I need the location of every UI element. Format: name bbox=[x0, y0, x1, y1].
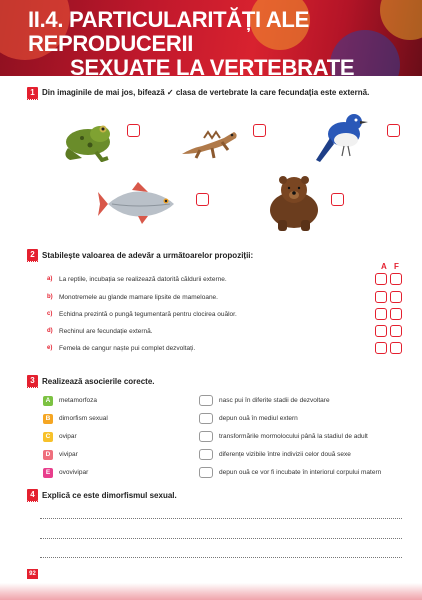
option-text: ovovivipar bbox=[59, 469, 89, 476]
statement-letter: b) bbox=[47, 294, 53, 300]
answer-line[interactable] bbox=[40, 557, 402, 558]
page-title-line1: II.4. PARTICULARITĂȚI ALE REPRODUCERII bbox=[28, 7, 309, 56]
match-text: transformările mormolocului până la stadiul de adult bbox=[219, 433, 368, 440]
option-label-b: B bbox=[43, 414, 53, 424]
option-text: dimorfism sexual bbox=[59, 415, 108, 422]
answer-line[interactable] bbox=[40, 538, 402, 539]
frog-checkbox[interactable] bbox=[127, 124, 140, 137]
true-checkbox[interactable] bbox=[375, 342, 387, 354]
statement-text: Monotremele au glande mamare lipsite de mameloane. bbox=[59, 294, 218, 301]
statement-text: Echidna prezintă o pungă tegumentară pentru clocirea ouălor. bbox=[59, 311, 237, 318]
true-checkbox[interactable] bbox=[375, 291, 387, 303]
answer-line[interactable] bbox=[40, 518, 402, 519]
lizard-checkbox[interactable] bbox=[253, 124, 266, 137]
question-number: 4 bbox=[27, 489, 38, 501]
page-title bbox=[28, 8, 413, 76]
question-text: Realizează asocierile corecte. bbox=[42, 377, 155, 386]
answer-box[interactable] bbox=[199, 413, 213, 424]
fish-checkbox[interactable] bbox=[196, 193, 209, 206]
question-number: 1 bbox=[27, 87, 38, 99]
question-text: Din imaginile de mai jos, bifează ✓ clasa de vertebrate la care fecundația este externă. bbox=[42, 88, 370, 97]
lizard-image bbox=[178, 118, 242, 162]
bird-checkbox[interactable] bbox=[387, 124, 400, 137]
question-text: Explică ce este dimorfismul sexual. bbox=[42, 491, 177, 500]
match-text: depun ouă în mediul extern bbox=[219, 415, 298, 422]
question-text: Stabilește valoarea de adevăr a următoarelor propoziții: bbox=[42, 251, 254, 260]
option-label-a: A bbox=[43, 396, 53, 406]
bird-image bbox=[314, 110, 370, 168]
page-header bbox=[0, 0, 422, 76]
false-checkbox[interactable] bbox=[390, 342, 402, 354]
option-label-d: D bbox=[43, 450, 53, 460]
question-number: 2 bbox=[27, 249, 38, 261]
false-checkbox[interactable] bbox=[390, 325, 402, 337]
bear-checkbox[interactable] bbox=[331, 193, 344, 206]
true-checkbox[interactable] bbox=[375, 325, 387, 337]
true-checkbox[interactable] bbox=[375, 273, 387, 285]
statement-text: La reptile, incubația se realizează datorită căldurii externe. bbox=[59, 276, 227, 283]
statement-letter: e) bbox=[47, 345, 53, 351]
answer-box[interactable] bbox=[199, 395, 213, 406]
option-text: metamorfoza bbox=[59, 397, 97, 404]
answer-box[interactable] bbox=[199, 467, 213, 478]
match-text: diferențe vizibile între indivizii celor două sexe bbox=[219, 451, 351, 458]
false-checkbox[interactable] bbox=[390, 291, 402, 303]
page-title-line2: SEXUATE LA VERTEBRATE bbox=[70, 55, 355, 76]
statement-text: Rechinul are fecundație externă. bbox=[59, 328, 153, 335]
match-text: nasc pui în diferite stadii de dezvoltare bbox=[219, 397, 330, 404]
false-checkbox[interactable] bbox=[390, 273, 402, 285]
column-false-label: F bbox=[394, 262, 399, 271]
false-checkbox[interactable] bbox=[390, 308, 402, 320]
statement-letter: d) bbox=[47, 328, 53, 334]
option-text: vivipar bbox=[59, 451, 78, 458]
match-text: depun ouă ce vor fi incubate în interiorul corpului matern bbox=[219, 469, 382, 476]
bear-image bbox=[262, 172, 326, 232]
frog-image bbox=[60, 118, 118, 162]
true-checkbox[interactable] bbox=[375, 308, 387, 320]
option-text: ovipar bbox=[59, 433, 77, 440]
answer-box[interactable] bbox=[199, 431, 213, 442]
page-footer bbox=[0, 583, 422, 600]
statement-letter: a) bbox=[47, 276, 53, 282]
statement-letter: c) bbox=[47, 311, 53, 317]
question-number: 3 bbox=[27, 375, 38, 387]
column-true-label: A bbox=[381, 262, 387, 271]
option-label-c: C bbox=[43, 432, 53, 442]
answer-box[interactable] bbox=[199, 449, 213, 460]
statement-text: Femela de cangur naște pui complet dezvoltați. bbox=[59, 345, 196, 352]
fish-image bbox=[98, 180, 184, 226]
page-number: 92 bbox=[27, 569, 38, 579]
option-label-e: E bbox=[43, 468, 53, 478]
